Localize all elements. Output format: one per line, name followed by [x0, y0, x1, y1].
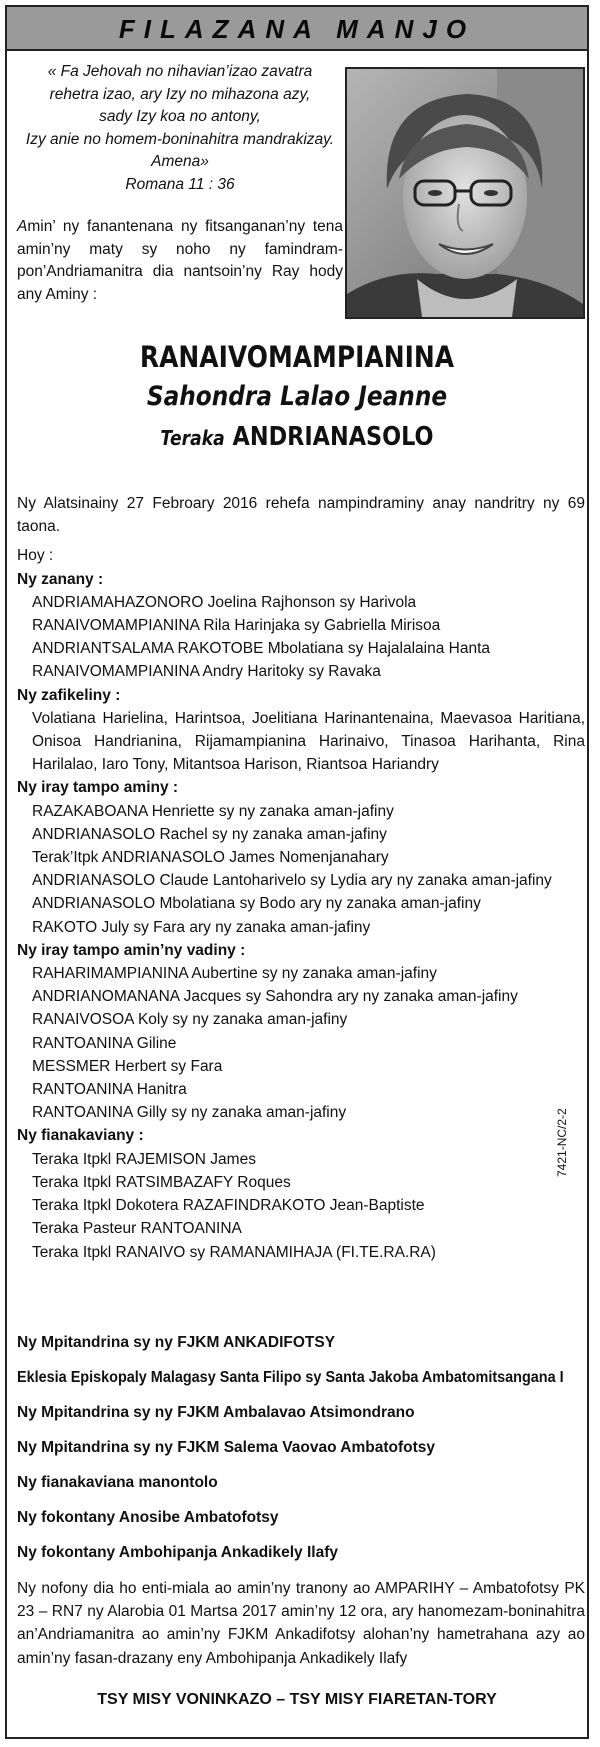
list-item: Teraka Itpkl RAJEMISON James [32, 1150, 256, 1168]
list-item: ANDRIANTSALAMA RAKOTOBE Mbolatiana sy Hajalalaina Hanta [32, 640, 491, 658]
intro-paragraph [17, 216, 343, 306]
list-item: ANDRIANOMANANA Jacques sy Sahondra ary ny zanaka aman-jafiny [32, 988, 518, 1006]
obituary-body [17, 492, 585, 1264]
list-item: Teraka Itpkl Dokotera RAZAFINDRAKOTO Jean-Baptiste [32, 1197, 425, 1215]
maiden-name: ANDRIANASOLO [232, 422, 434, 452]
hoy-label: Hoy : [17, 547, 54, 565]
list-item: Teraka Pasteur RANTOANINA [32, 1220, 242, 1238]
footer-note: TSY MISY VONINKAZO – TSY MISY FIARETAN-TORY [97, 1691, 497, 1708]
verse-line: Amena» [151, 153, 209, 170]
reference-code: 7421-NC/2-2 [555, 1108, 569, 1177]
list-item: Teraka Itpkl RANAIVO sy RAMANAMIHAJA (FI.TE.RA.RA) [32, 1243, 436, 1261]
list-item: RANAIVOSOA Koly sy ny zanaka aman-jafiny [32, 1011, 348, 1029]
organization-item: Ny fokontany Ambohipanja Ankadikely Ilafy [17, 1544, 338, 1561]
verse-line: « Fa Jehovah no nihavian’izao zavatra [47, 63, 313, 80]
list-item: RANTOANINA Gilly sy ny zanaka aman-jafiny [32, 1104, 347, 1122]
list-item: MESSMER Herbert sy Fara [32, 1057, 223, 1075]
list-item: RANAIVOMAMPIANINA Andry Haritoky sy Ravaka [32, 663, 381, 681]
list-item: Teraka Itpkl RATSIMBAZAFY Roques [32, 1173, 291, 1191]
obituary-frame [5, 5, 589, 1739]
bible-verse [15, 61, 345, 196]
organization-item: Eklesia Episkopaly Malagasy Santa Filipo sy Santa Jakoba Ambatomitsangana I [17, 1369, 564, 1386]
organization-item: Ny Mpitandrina sy ny FJKM Ambalavao Atsimondrano [17, 1404, 415, 1421]
funeral-details: Ny nofony dia ho enti-miala ao amin’ny tranony ao AMPARIHY – Ambatofotsy PK 23 – RN7 ny Alarobia 01 Martsa 2017 amin’ny 12 ora, ary hanomezam-boninahitra an’Andriamanitra ao amin’ny FJKM Ankadifotsy alohan’ny hametrahana azy ao amin’ny fasan-drazany eny Ambohipanja Ankadikely Ilafy [17, 1580, 585, 1667]
organizations-list [17, 1325, 587, 1570]
header-title: FILAZANA MANJO [7, 7, 587, 51]
list-item: ANDRIAMAHAZONORO Joelina Rajhonson sy Harivola [32, 593, 417, 611]
section-heading: Ny fianakaviany : [17, 1127, 144, 1145]
organization-item: Ny Mpitandrina sy ny FJKM Salema Vaovao Ambatofotsy [17, 1439, 436, 1456]
deceased-surname: RANAIVOMAMPIANINA [139, 340, 455, 374]
portrait-illustration [347, 69, 583, 317]
organization-item: Ny fokontany Anosibe Ambatofotsy [17, 1509, 279, 1526]
section-heading: Ny zanany : [17, 570, 104, 588]
list-item: RAKOTO July sy Fara ary ny zanaka aman-jafiny [32, 918, 371, 936]
intro-text: min’ ny fanantenana ny fitsanganan’ny tena amin’ny maty sy noho ny famindram-pon’Andriamanitra dia nantsoin’ny Ray hody any Aminy : [17, 218, 343, 303]
list-item: RANTOANINA Giline [32, 1034, 177, 1052]
list-item: RAHARIMAMPIANINA Aubertine sy ny zanaka aman-jafiny [32, 965, 437, 983]
organization-item: Ny fianakaviana manontolo [17, 1474, 218, 1491]
verse-line: sady Izy koa no antony, [99, 108, 261, 125]
portrait-photo [345, 67, 585, 319]
list-item: Terak’Itpk ANDRIANASOLO James Nomenjanahary [32, 849, 389, 867]
section-heading: Ny iray tampo aminy : [17, 779, 179, 797]
verse-line: rehetra izao, ary Izy no mihazona azy, [49, 85, 311, 103]
list-item: ANDRIANASOLO Claude Lantoharivelo sy Lydia ary ny zanaka aman-jafiny [32, 872, 552, 890]
deceased-name-block [7, 337, 587, 458]
verse-reference: Romana 11 : 36 [125, 175, 235, 193]
list-item: ANDRIANASOLO Mbolatiana sy Bodo ary ny zanaka aman-jafiny [32, 895, 481, 913]
section-heading: Ny zafikeliny : [17, 686, 121, 704]
intro-initial: A [17, 218, 28, 235]
announcement: Ny Alatsinainy 27 Febroary 2016 rehefa nampindraminy anay nandritry ny 69 taona. [17, 495, 585, 536]
deceased-given-names: Sahondra Lalao Jeanne [146, 381, 448, 412]
organization-item: Ny Mpitandrina sy ny FJKM ANKADIFOTSY [17, 1334, 336, 1351]
list-item: ANDRIANASOLO Rachel sy ny zanaka aman-jafiny [32, 825, 387, 843]
maiden-label: Teraka [160, 426, 225, 450]
list-item: RAZAKABOANA Henriette sy ny zanaka aman-jafiny [32, 802, 394, 820]
section-heading: Ny iray tampo amin’ny vadiny : [17, 941, 246, 959]
grandchildren-list: Volatiana Harielina, Harintsoa, Joelitiana Harinantenaina, Maevasoa Haritiana, Onisoa Handrianina, Rijamampianina Harinaivo, Tinasoa Harihanta, Rina Harilalao, Iaro Tony, Mitantsoa Harison, Riantsoa Hariandry [32, 709, 585, 774]
list-item: RANAIVOMAMPIANINA Rila Harinjaka sy Gabriella Mirisoa [32, 617, 441, 635]
deceased-maiden-line [48, 417, 547, 458]
list-item: RANTOANINA Hanitra [32, 1081, 187, 1099]
verse-line: Izy anie no homem-boninahitra mandrakizay. [25, 130, 335, 148]
